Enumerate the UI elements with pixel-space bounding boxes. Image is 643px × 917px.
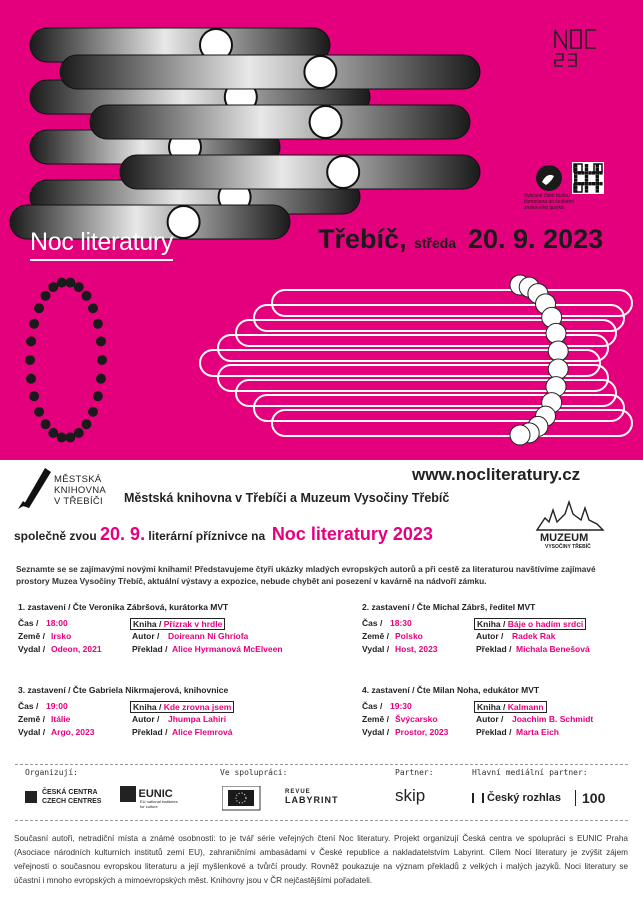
time-label: Čas / xyxy=(362,701,383,711)
translation-label: Překlad / xyxy=(132,644,168,654)
dot xyxy=(96,336,106,346)
author-label: Autor / xyxy=(132,714,160,724)
eunic-logo xyxy=(120,786,178,809)
translation-label: Překlad / xyxy=(132,727,168,737)
stop-translation: Michala Benešová xyxy=(516,644,590,654)
country-label: Země / xyxy=(362,714,389,724)
logo-line-2: KNIHOVNA xyxy=(54,485,107,496)
stop-book: Kde zrovna jsem xyxy=(163,702,232,712)
organizers-line: Městská knihovna v Třebíči a Muzeum Vysočiny Třebíč xyxy=(124,491,450,505)
intro-text: Seznamte se se zajímavými novými knihami! Představujeme čtyři ukázky mladých evropských autorů a při cestě za literaturou navštívíme zajímavé prostory Muzea Vysočiny Třebíč, aktuální výstavy a expozice, nebude chybět ani posezení v kavárně na nádvoří zámku. xyxy=(16,564,596,586)
stop-publisher: Host, 2023 xyxy=(395,644,438,654)
stop-heading: 4. zastavení / Čte Milan Noha, edukátor MVT xyxy=(362,685,540,695)
book-label: Kniha / xyxy=(477,702,506,712)
book-box xyxy=(130,701,234,713)
stop-translation: Alice Hyrmanová McElveen xyxy=(172,644,283,654)
stop-heading: 3. zastavení / Čte Gabriela Nikrmajerová, knihovnice xyxy=(18,685,229,695)
rozhlas-icon xyxy=(472,793,484,803)
stop-author: Radek Rak xyxy=(512,631,556,641)
book-box xyxy=(474,701,547,713)
outline-pills xyxy=(200,290,632,436)
hero-city xyxy=(318,224,456,255)
dot xyxy=(34,303,44,313)
dot xyxy=(81,419,91,429)
dot xyxy=(74,282,84,292)
author-label: Autor / xyxy=(476,631,504,641)
cc-line-2: CZECH CENTRES xyxy=(41,798,102,805)
book-label: Kniha / xyxy=(133,702,162,712)
stop-country: Irsko xyxy=(51,631,72,641)
stop-publisher: Prostor, 2023 xyxy=(395,727,449,737)
dot xyxy=(65,278,75,288)
dot xyxy=(57,278,67,288)
striped-pill xyxy=(90,105,470,139)
dot xyxy=(41,419,51,429)
noc23-mark xyxy=(555,30,596,66)
white-dot xyxy=(546,323,566,343)
reading-stop-3 xyxy=(18,685,288,740)
dot xyxy=(29,319,39,329)
striped-pill xyxy=(120,155,480,189)
muzeum-label: MUZEUM xyxy=(540,532,589,544)
white-dot xyxy=(548,341,568,361)
striped-pill xyxy=(60,55,480,89)
reading-stop-1 xyxy=(18,602,288,657)
stop-time: 18:00 xyxy=(46,618,68,628)
dot xyxy=(48,428,58,438)
dot xyxy=(29,391,39,401)
country-label: Země / xyxy=(18,631,45,641)
publisher-label: Vydal / xyxy=(362,727,390,737)
stop-heading: 1. zastavení / Čte Veronika Zábršová, kurátorka MVT xyxy=(18,602,229,612)
invite-pre: společně zvou xyxy=(14,529,97,543)
stop-country: Itálie xyxy=(51,714,71,724)
footer-text: Současní autoři, netradiční místa a známé osobnosti: to je tvář série veřejných čtení Noc literatury. Projekt organizují Česká centra ve spolupráci s EUNIC Praha (Asociace národních kulturních institutů zemí EU), zahraničními ambasádami v České republice a nakladatelstvím Labyrint. Cílem Noci literatury je zvýšit zájem veřejnosti o současnou evropskou literaturu a její myšlenkové a tvůrčí proudy. Rovněž poukazuje na význam překladů z velkých i malých jazyků. Noci literatury se účastní i mnoho evropských a mimoevropských měst. Knihovny jsou v ČR nejčastějšími pořadateli. xyxy=(14,834,628,885)
stop-author: Jhumpa Lahiri xyxy=(168,714,227,724)
reading-stop-2 xyxy=(362,602,632,657)
revue-line-2: LABYRINT xyxy=(285,795,339,805)
muzeum-sub: VYSOČINY TŘEBÍČ xyxy=(545,544,591,550)
qr-caption: Vybrané čtení budou tlumočena do českého znakového jazyka xyxy=(524,193,575,211)
invite-mid: literární příznivce na xyxy=(148,529,266,543)
stop-translation: Alice Flemrová xyxy=(172,727,233,737)
dot xyxy=(96,374,106,384)
partner-label: Partner: xyxy=(395,768,434,777)
eunic-sub-1: EU national institutes xyxy=(140,799,178,804)
stop-time: 19:00 xyxy=(46,701,68,711)
media-label: Hlavní mediální partner: xyxy=(472,768,588,777)
stop-author: Doireann Ní Ghríofa xyxy=(168,631,249,641)
stop-time: 18:30 xyxy=(390,618,412,628)
dot xyxy=(88,303,98,313)
dot xyxy=(57,432,67,442)
city: Třebíč, xyxy=(318,224,407,254)
cesky-rozhlas-logo xyxy=(472,792,561,804)
rozhlas-text: Český rozhlas xyxy=(487,792,561,804)
eunic-icon xyxy=(120,786,136,802)
cc-icon xyxy=(25,791,37,803)
library-logo-text xyxy=(54,474,106,507)
stop-author: Joachim B. Schmidt xyxy=(512,714,594,724)
dot xyxy=(93,391,103,401)
eu-flag-icon xyxy=(222,786,266,812)
outline-pill xyxy=(254,395,624,421)
logo-line-3: V TŘEBÍČI xyxy=(54,496,103,507)
outline-pill xyxy=(200,350,600,376)
country-label: Země / xyxy=(18,714,45,724)
white-dot xyxy=(510,425,530,445)
dot-ring-left xyxy=(25,278,107,443)
dot xyxy=(26,336,36,346)
stop-country: Polsko xyxy=(395,631,423,641)
skip-logo: skip xyxy=(395,786,426,805)
dot xyxy=(88,407,98,417)
stop-book: Kalmann xyxy=(507,702,544,712)
stop-heading: 2. zastavení / Čte Michal Zábrš, ředitel MVT xyxy=(362,602,536,612)
publisher-label: Vydal / xyxy=(18,644,46,654)
stop-country: Švýcarsko xyxy=(395,714,438,724)
library-logo-icon xyxy=(15,466,55,510)
white-dot xyxy=(548,359,568,379)
hero-date: 20. 9. 2023 xyxy=(468,224,604,254)
invite-event: Noc literatury 2023 xyxy=(271,524,433,544)
book-label: Kniha / xyxy=(477,619,506,629)
outline-pill xyxy=(272,290,632,316)
outline-pill xyxy=(272,410,632,436)
hero-day: středa xyxy=(414,235,457,251)
czech-centres-logo xyxy=(25,788,101,806)
eunic-sub-2: for culture xyxy=(140,804,158,809)
partners-bar xyxy=(0,760,643,820)
dot xyxy=(97,355,107,365)
reading-stop-4 xyxy=(362,685,632,740)
author-label: Autor / xyxy=(476,714,504,724)
translation-label: Překlad / xyxy=(476,727,512,737)
dot xyxy=(26,374,36,384)
dot xyxy=(41,291,51,301)
translation-label: Překlad / xyxy=(476,644,512,654)
stop-publisher: Argo, 2023 xyxy=(51,727,95,737)
book-box xyxy=(130,618,225,630)
author-label: Autor / xyxy=(132,631,160,641)
stop-book: Báje o hadím srdci xyxy=(507,619,584,629)
dot xyxy=(25,355,35,365)
qr-code xyxy=(572,162,604,194)
sign-language-icon xyxy=(536,165,562,191)
publisher-label: Vydal / xyxy=(18,727,46,737)
dot xyxy=(81,291,91,301)
invite-line xyxy=(14,524,433,545)
stop-publisher: Odeon, 2021 xyxy=(51,644,102,654)
coop-label: Ve spolupráci: xyxy=(220,768,288,777)
cc-line-1: ČESKÁ CENTRA xyxy=(41,789,98,796)
website-url[interactable]: www.nocliteratury.cz xyxy=(412,465,581,484)
book-label: Kniha / xyxy=(133,619,162,629)
time-label: Čas / xyxy=(18,701,39,711)
hundred-logo: 100 xyxy=(575,790,605,806)
dot xyxy=(93,319,103,329)
outline-pill xyxy=(254,305,624,331)
revue-labyrint-logo xyxy=(285,788,339,806)
dot xyxy=(65,432,75,442)
time-label: Čas / xyxy=(18,618,39,628)
country-label: Země / xyxy=(362,631,389,641)
hero-title: Noc literatury xyxy=(30,228,174,256)
book-box xyxy=(474,618,586,630)
eunic-text: EUNIC xyxy=(138,788,173,800)
stop-time: 19:30 xyxy=(390,701,412,711)
revue-line-1: REVUE xyxy=(285,789,311,795)
stop-book: Přízrak v hrdle xyxy=(163,619,223,629)
publisher-label: Vydal / xyxy=(362,644,390,654)
dot xyxy=(34,407,44,417)
organize-label: Organizují: xyxy=(25,768,78,777)
invite-date: 20. 9. xyxy=(100,524,146,544)
dot xyxy=(74,428,84,438)
stop-translation: Marta Eich xyxy=(516,727,559,737)
dot xyxy=(48,282,58,292)
logo-line-1: MĚSTSKÁ xyxy=(54,474,102,485)
divider xyxy=(15,820,628,821)
divider xyxy=(15,764,628,765)
time-label: Čas / xyxy=(362,618,383,628)
